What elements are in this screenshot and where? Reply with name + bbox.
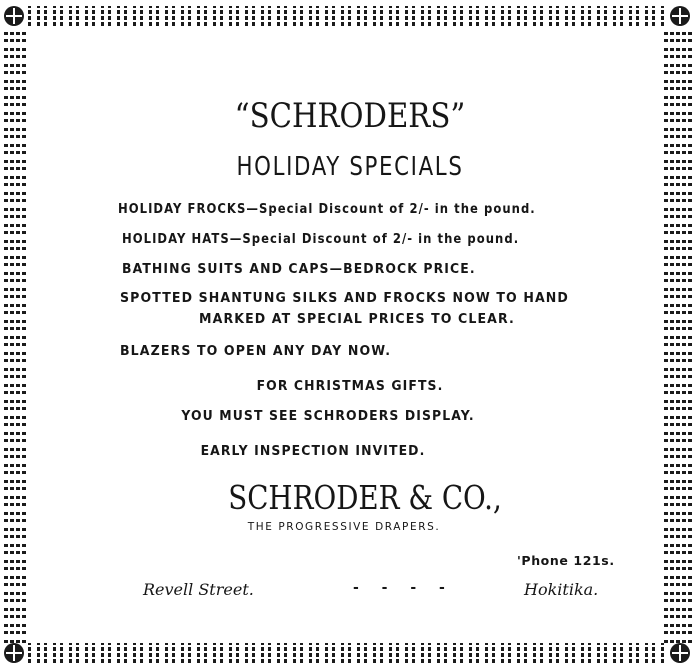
offer-line-bathing: BATHING SUITS AND CAPS—BEDROCK PRICE.: [122, 261, 476, 277]
phone-number: 'Phone 121s.: [517, 553, 615, 568]
corner-ornament-icon: [670, 6, 690, 26]
christmas-gifts-line: FOR CHRISTMAS GIFTS.: [256, 378, 444, 394]
advert-subtitle: HOLIDAY SPECIALS: [236, 152, 464, 182]
company-name: SCHRODER & CO.,: [228, 478, 502, 517]
offer-line-hats: HOLIDAY HATS—Special Discount of 2/- in the pound.: [122, 231, 520, 247]
ornamental-border-bottom: [28, 643, 664, 663]
offer-line-blazers: BLAZERS TO OPEN ANY DAY NOW.: [120, 343, 392, 359]
corner-ornament-icon: [4, 6, 24, 26]
address-separator: - - - -: [353, 580, 454, 596]
ornamental-border-right: [664, 26, 692, 643]
ornamental-border-top: [28, 6, 664, 26]
company-tagline: THE PROGRESSIVE DRAPERS.: [247, 521, 441, 533]
inspection-line: EARLY INSPECTION INVITED.: [200, 443, 426, 459]
corner-ornament-icon: [4, 643, 24, 663]
advert-title: “SCHRODERS”: [234, 96, 466, 136]
display-line: YOU MUST SEE SCHRODERS DISPLAY.: [181, 408, 475, 424]
offer-line-shantung: SPOTTED SHANTUNG SILKS AND FROCKS NOW TO HAND: [120, 290, 569, 306]
corner-ornament-icon: [670, 643, 690, 663]
town-name: Hokitika.: [524, 580, 599, 599]
offer-line-shantung-cont: MARKED AT SPECIAL PRICES TO CLEAR.: [199, 311, 515, 327]
offer-line-frocks: HOLIDAY FROCKS—Special Discount of 2/- in the pound.: [118, 201, 536, 217]
ornamental-border-left: [4, 26, 28, 643]
street-address: Revell Street.: [143, 580, 254, 599]
